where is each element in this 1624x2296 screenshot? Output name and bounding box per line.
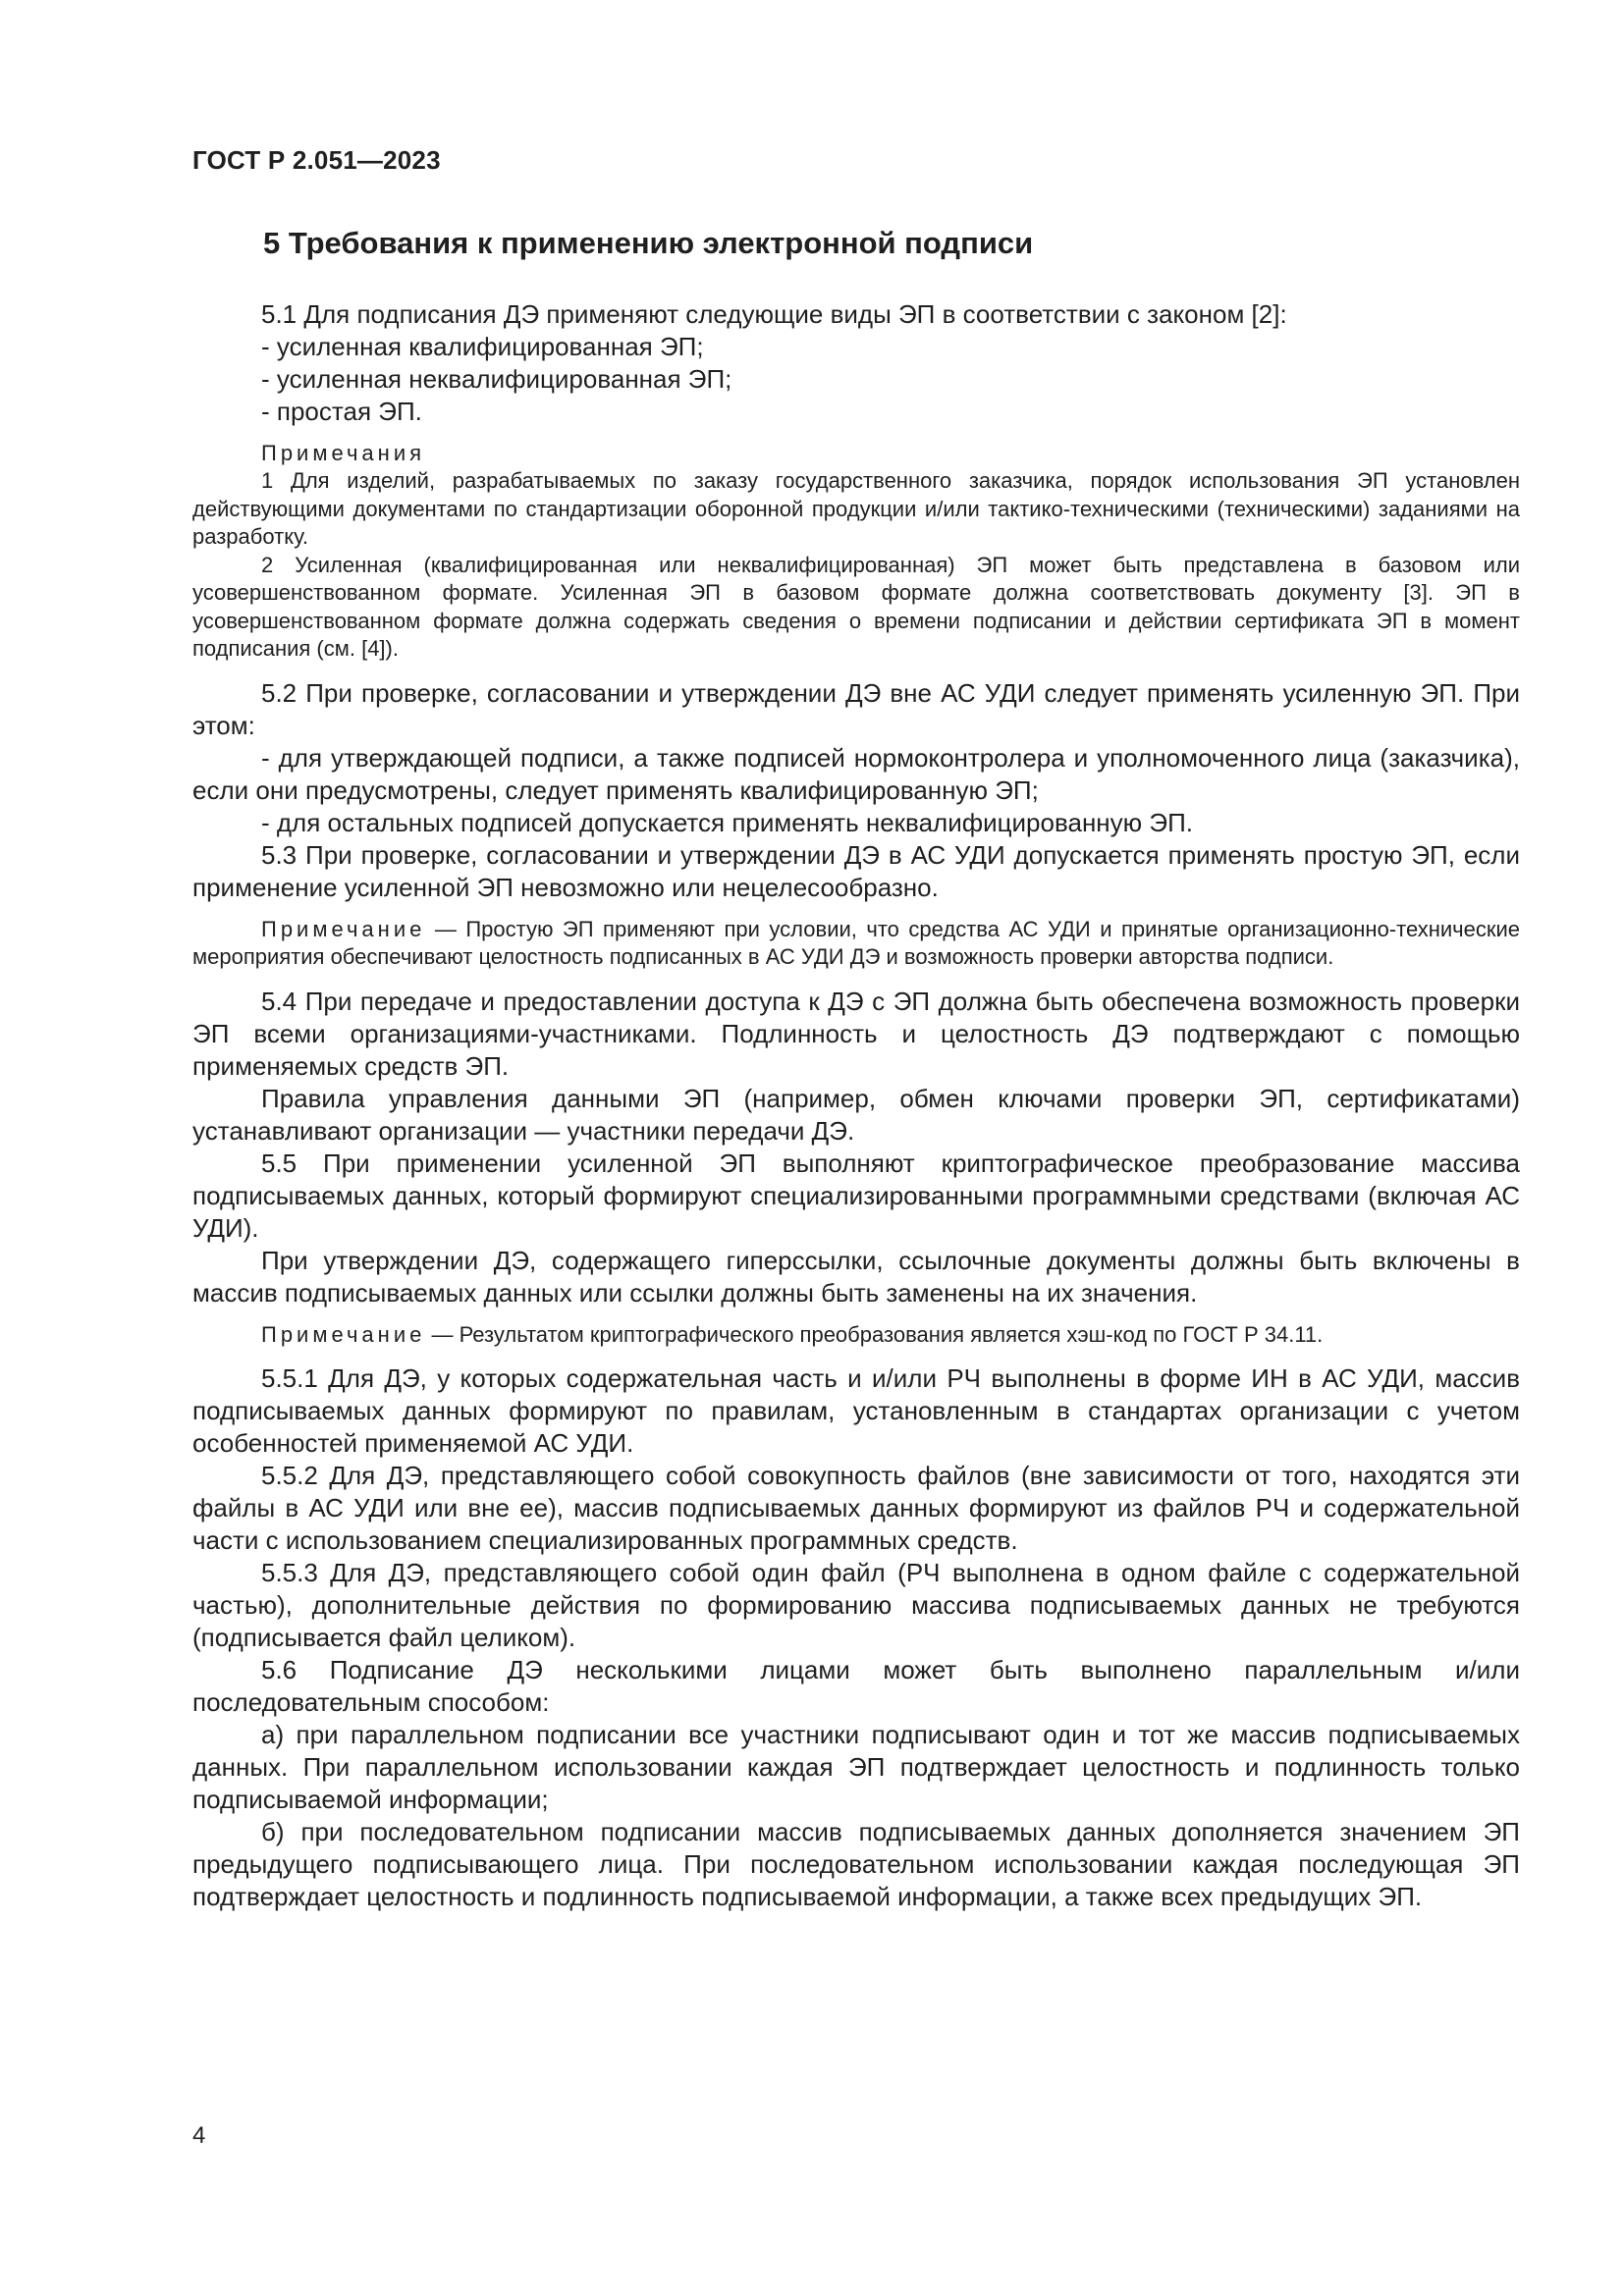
page-number: 4 [192, 2122, 206, 2149]
note-text: — Простую ЭП применяют при условии, что средства АС УДИ и принятые организационно-технические мероприятия обеспечивают целостность подписанных в АС УДИ ДЭ и возможность проверки авторства подписи. [192, 916, 1520, 969]
clause-5-1: 5.1 Для подписания ДЭ применяют следующие виды ЭП в соответствии с законом [2]: [261, 299, 1287, 329]
list-item: - для остальных подписей допускается применять неквалифицированную ЭП. [261, 807, 1193, 837]
list-item: - для утверждающей подписи, а также подписей нормоконтролера и уполномоченного лица (заказчика), если они предусмотрены, следует применять квалифицированную ЭП; [192, 742, 1520, 805]
clause-5-5: 5.5 При применении усиленной ЭП выполняют криптографическое преобразование массива подписываемых данных, который формируют специализированными программными средствами (включая АС УДИ). [192, 1148, 1520, 1243]
clause-5-5-hyperlinks: При утверждении ДЭ, содержащего гиперссылки, ссылочные документы должны быть включены в массив подписываемых данных или ссылки должны быть заменены на их значения. [192, 1245, 1520, 1308]
clause-5-4-rules: Правила управления данными ЭП (например, обмен ключами проверки ЭП, сертификатами) устанавливают организации — участники передачи ДЭ. [192, 1083, 1520, 1146]
clause-5-6-b: б) при последовательном подписании массив подписываемых данных дополняется значением ЭП предыдущего подписывающего лица. При последовательном использовании каждая последующая ЭП подтверждает целостность и подлинность подписываемой информации, а также всех предыдущих ЭП. [192, 1817, 1520, 1911]
list-item: - усиленная квалифицированная ЭП; [261, 332, 704, 361]
list-item: - простая ЭП. [261, 397, 422, 426]
section-title: 5 Требования к применению электронной подписи [263, 226, 1034, 260]
note-1: 1 Для изделий, разрабатываемых по заказу государственного заказчика, порядок использования ЭП установлен действующими документами по стандартизации оборонной продукции и/или тактико-техническими (техническими) заданиями на разработку. [192, 468, 1520, 549]
document-code-header: ГОСТ Р 2.051—2023 [192, 145, 441, 175]
note-hash [192, 1321, 1520, 1350]
clause-5-6-a: а) при параллельном подписании все участники подписывают один и тот же массив подписываемых данных. При параллельном использовании каждая ЭП подтверждает целостность и подлинность только подписываемой информации; [192, 1720, 1520, 1814]
note-label: Примечание [261, 916, 426, 941]
page-content [192, 224, 1520, 1913]
note-text: — Результатом криптографического преобразования является хэш-код по ГОСТ Р 34.11. [425, 1321, 1324, 1347]
note-block [192, 1321, 1520, 1350]
notes-title: Примечания [261, 441, 426, 465]
list-item: - усиленная неквалифицированная ЭП; [261, 364, 732, 394]
clause-5-4: 5.4 При передаче и предоставлении доступа к ДЭ с ЭП должна быть обеспечена возможность проверки ЭП всеми организациями-участниками. Подлинность и целостность ДЭ подтверждают с помощью применяемых средств ЭП. [192, 986, 1520, 1081]
note-block [192, 916, 1520, 972]
note-simple-signature [192, 916, 1520, 972]
clause-5-5-2: 5.5.2 Для ДЭ, представляющего собой совокупность файлов (вне зависимости от того, находятся эти файлы в АС УДИ или вне ее), массив подписываемых данных формируют из файлов РЧ и содержательной части с использованием специализированных программных средств. [192, 1461, 1520, 1555]
clause-5-6: 5.6 Подписание ДЭ несколькими лицами может быть выполнено параллельным и/или последовательным способом: [192, 1655, 1520, 1717]
clause-5-5-1: 5.5.1 Для ДЭ, у которых содержательная часть и и/или РЧ выполнены в форме ИН в АС УДИ, массив подписываемых данных формируют по правилам, установленным в стандартах организации с учетом особенностей применяемой АС УДИ. [192, 1363, 1520, 1458]
clause-5-5-3: 5.5.3 Для ДЭ, представляющего собой один файл (РЧ выполнена в одном файле с содержательной частью), дополнительные действия по формированию массива подписываемых данных не требуются (подписывается файл целиком). [192, 1558, 1520, 1652]
notes-block [192, 440, 1520, 664]
clause-5-2: 5.2 При проверке, согласовании и утверждении ДЭ вне АС УДИ следует применять усиленную ЭП. При этом: [192, 677, 1520, 740]
note-2: 2 Усиленная (квалифицированная или неквалифицированная) ЭП может быть представлена в базовом или усовершенствованном формате. Усиленная ЭП в базовом формате должна соответствовать документу [3]. ЭП в усовершенствованном формате должна содержать сведения о времени подписании и действии сертификата ЭП в момент подписания (см. [4]). [192, 552, 1520, 661]
clause-5-3: 5.3 При проверке, согласовании и утверждении ДЭ в АС УДИ допускается применять простую ЭП, если применение усиленной ЭП невозможно или нецелесообразно. [192, 839, 1520, 902]
note-label: Примечание [261, 1321, 426, 1347]
